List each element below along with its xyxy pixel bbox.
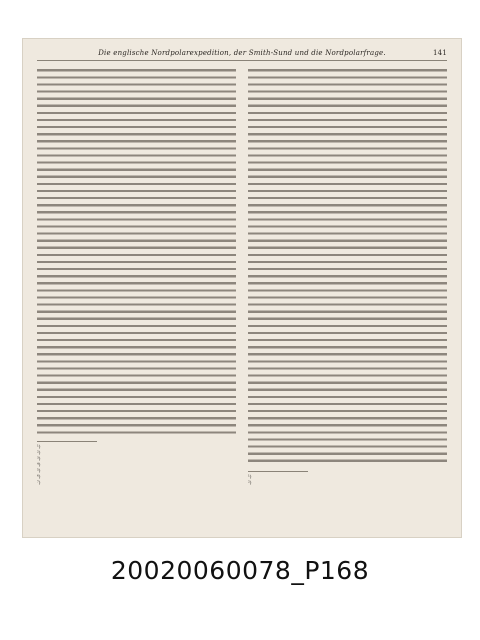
footnote <box>248 481 447 487</box>
footnote-mark: ⁶) <box>37 475 41 480</box>
scanned-page <box>22 38 462 538</box>
footnote-mark: ¹) <box>248 475 252 480</box>
footnote-mark: ⁵) <box>37 469 41 474</box>
running-head-title: Die englische Nordpolarexpedition, der Smith-Sund und die Nordpolarfrage. <box>98 49 386 57</box>
text-columns <box>37 67 447 487</box>
footnote-mark: ²) <box>248 481 252 486</box>
page-number: 141 <box>433 49 447 57</box>
footnote-rule <box>248 471 308 472</box>
left-column <box>37 67 236 487</box>
footnote-mark: ²) <box>37 451 41 456</box>
footnote-rule <box>37 441 97 442</box>
footnote-mark: ⁷) <box>37 481 41 486</box>
running-head <box>37 49 447 61</box>
left-column-body <box>37 67 236 437</box>
right-footnotes <box>248 475 447 487</box>
scan-id-label: 20020060078_P168 <box>110 556 370 585</box>
footnote <box>37 481 236 487</box>
left-footnotes <box>37 445 236 487</box>
footnote-mark: ³) <box>37 457 41 462</box>
footnote-mark: ⁴) <box>37 463 41 468</box>
right-column <box>248 67 447 487</box>
right-column-body <box>248 67 447 467</box>
footnote-mark: ¹) <box>37 445 41 450</box>
